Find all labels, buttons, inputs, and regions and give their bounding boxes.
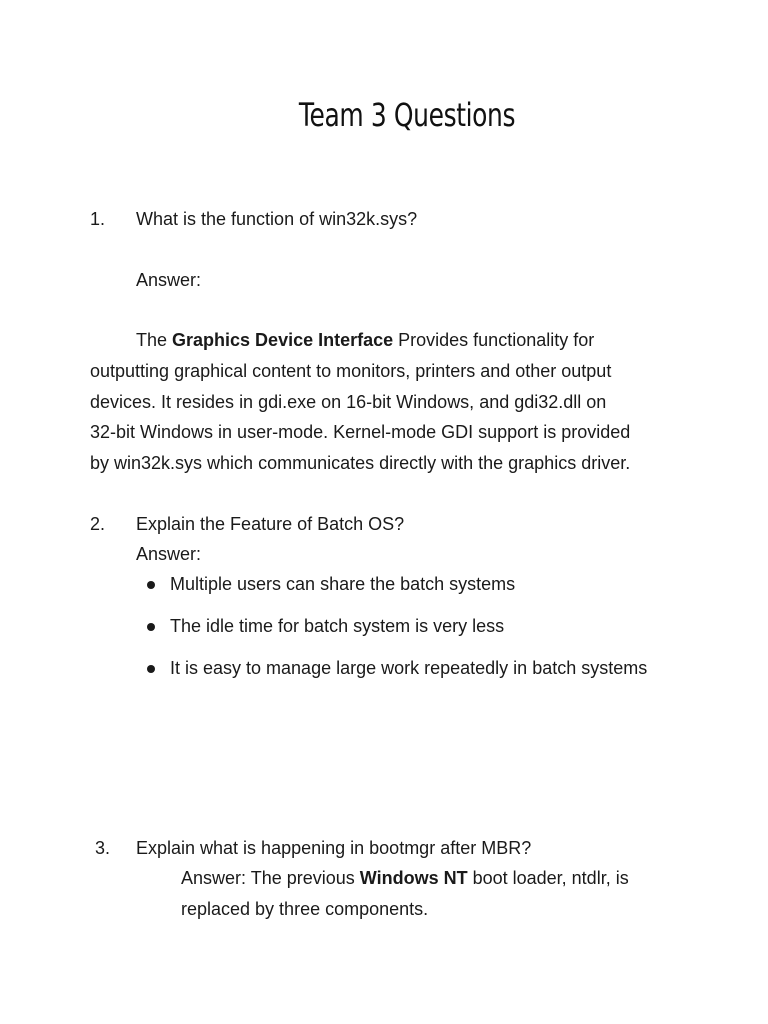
q3-answer-bold-term: Windows NT [359, 868, 468, 888]
q3-answer-pre: Answer: The previous [181, 868, 360, 888]
bullet-icon [147, 581, 155, 589]
q2-question: Explain the Feature of Batch OS? [136, 514, 405, 534]
bullet-icon [147, 623, 155, 631]
q3-number: 3. [95, 838, 111, 858]
q1-para-line-4: 32-bit Windows in user-mode. Kernel-mode GDI support is provided [90, 422, 631, 443]
q3-answer-post: boot loader, ntdlr, is [467, 868, 629, 888]
q2-bullet-1: Multiple users can share the batch systems [170, 574, 516, 594]
bullet-icon [147, 665, 155, 673]
q1-number: 1. [90, 209, 106, 229]
q2-bullet-3: It is easy to manage large work repeatedly in batch systems [170, 658, 648, 678]
q1-answer-label: Answer: [136, 270, 202, 290]
q1-para-bold-term: Graphics Device Interface [172, 330, 394, 350]
q2-number: 2. [90, 514, 106, 534]
q3-answer-line-2: replaced by three components. [181, 899, 429, 919]
q3-answer-line-1 [181, 868, 629, 889]
q1-answer-paragraph [90, 325, 690, 479]
q1-para-line-3: devices. It resides in gdi.exe on 16-bit Windows, and gdi32.dll on [90, 391, 607, 412]
q1-para-line-5: by win32k.sys which communicates directly with the graphics driver. [90, 453, 631, 474]
q1-question: What is the function of win32k.sys? [136, 209, 418, 229]
q2-answer-label: Answer: [136, 544, 202, 564]
q1-para-line-2: outputting graphical content to monitors, printers and other output [90, 360, 612, 381]
q3-question: Explain what is happening in bootmgr after MBR? [136, 838, 532, 858]
q1-para-line-1 [90, 325, 690, 356]
page-title: Team 3 Questions [298, 96, 516, 134]
q1-para-l1-pre: The [136, 330, 173, 350]
q1-para-l1-post: Provides functionality for [393, 330, 595, 350]
q2-bullet-2: The idle time for batch system is very less [170, 616, 505, 636]
